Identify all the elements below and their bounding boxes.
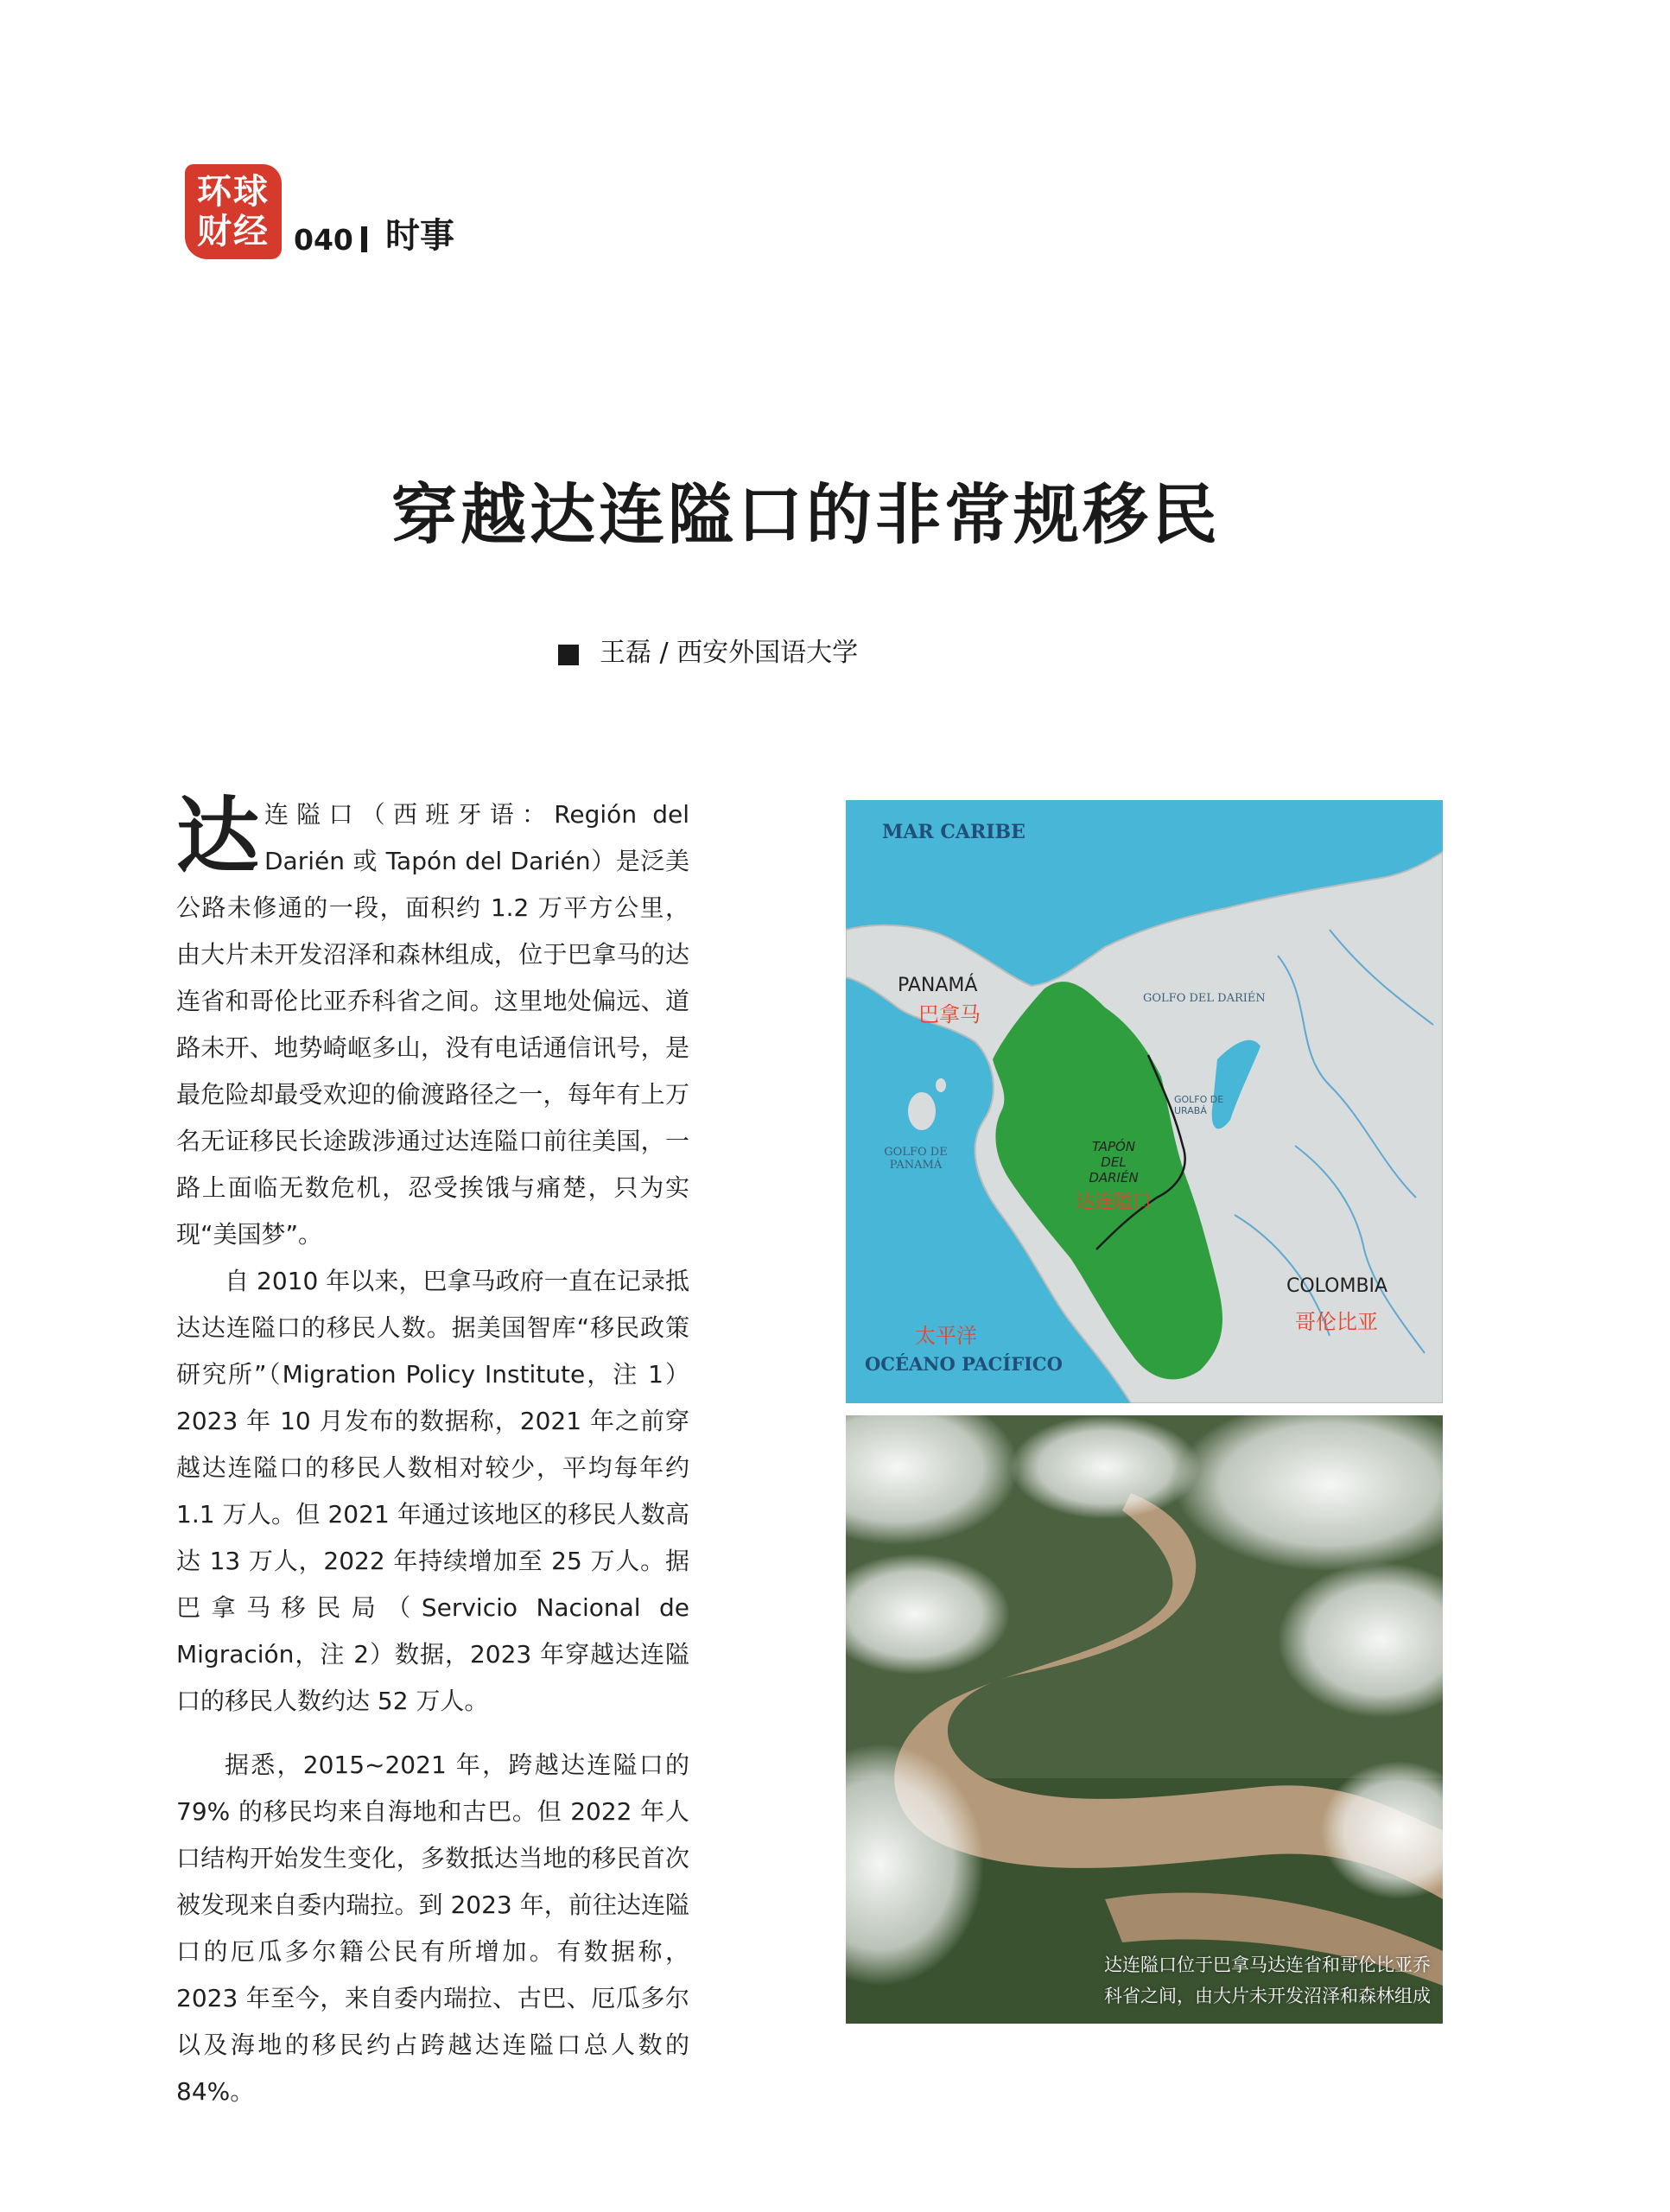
caption-line-2: 科省之间，由大片未开发沼泽和森林组成 (1104, 1986, 1431, 2006)
island (908, 1092, 936, 1130)
logo-text-top: 环球 (197, 172, 270, 212)
paragraph-3: 据悉，2015~2021 年，跨越达连隘口的 79% 的移民均来自海地和古巴。但 2022 年人口结构开始发生变化，多数抵达当地的移民首次被发现来自委内瑞拉。到 2023 年，前往达连隘口的厄瓜多尔籍公民有所增加。有数据称，2023 年至今，来自委内瑞拉、古巴、厄瓜多尔以及海地的移民约占跨越达连隘口总人数的 84%。 (176, 1751, 689, 2106)
photo-graphic (846, 1415, 1443, 2024)
paragraph-gap (176, 1725, 689, 1742)
magazine-logo (185, 164, 282, 259)
label-panama-cn: 巴拿马 (918, 1002, 981, 1027)
byline-square-icon (558, 645, 579, 665)
header-divider (361, 226, 367, 252)
label-mar-caribe: MAR CARIBE (882, 821, 1025, 843)
article-body (176, 787, 689, 2115)
label-tapon: TAPÓN DEL DARIÉN (1089, 1139, 1139, 1185)
byline: 王磊 / 西安外国语大学 (600, 638, 859, 668)
paragraph-1-text: 连隘口（西班牙语：Región del Darién 或 Tapón del Darién）是泛美公路未修通的一段，面积约 1.2 万平方公里，由大片未开发沼泽和森林组成，位于巴拿马的达连省和哥伦比亚乔科省之间。这里地处偏远、道路未开、地势崎岖多山，没有电话通信讯号，是最危险却最受欢迎的偷渡路径之一，每年有上万名无证移民长途跋涉通过达连隘口前往美国，一路上面临无数危机，忍受挨饿与痛楚，只为实现“美国梦”。 (176, 800, 689, 1249)
label-colombia-cn: 哥伦比亚 (1295, 1310, 1378, 1334)
page-number: 040 (294, 223, 353, 257)
label-tapon-cn: 达连隘口 (1076, 1192, 1152, 1213)
drop-cap: 达 (176, 787, 259, 885)
photo-caption (854, 1949, 1431, 2012)
label-pacifico: OCÉANO PACÍFICO (865, 1353, 1063, 1375)
section-label: 时事 (385, 216, 454, 256)
label-colombia: COLOMBIA (1286, 1275, 1388, 1297)
cloud (1010, 1415, 1200, 1519)
darien-map (846, 800, 1443, 1403)
island (936, 1078, 946, 1092)
paragraph-1 (176, 787, 689, 1258)
article-title: 穿越达连隘口的非常规移民 (391, 476, 1221, 553)
logo-text-bottom: 财经 (197, 212, 270, 251)
caption-line-1: 达连隘口位于巴拿马达连省和哥伦比亚乔 (1104, 1955, 1431, 1975)
label-golfo-uraba: GOLFO DE URABÁ (1174, 1094, 1224, 1116)
label-pacifico-cn: 太平洋 (915, 1324, 977, 1348)
label-panama: PANAMÁ (898, 975, 978, 996)
paragraph-2: 自 2010 年以来，巴拿马政府一直在记录抵达达连隘口的移民人数。据美国智库“移民政策研究所”（Migration Policy Institute，注 1）2023 年 10 月发布的数据称，2021 年之前穿越达连隘口的移民人数相对较少，平均每年约 1.1 万人。但 2021 年通过该地区的移民人数高达 13 万人，2022 年持续增加至 25 万人。据巴拿马移民局（Servicio Nacional de Migración，注 2）数据，2023 年穿越达连隘口的移民人数约达 52 万人。 (176, 1267, 689, 1715)
label-golfo-panama: GOLFO DE PANAMÁ (884, 1146, 948, 1172)
label-golfo-darien: GOLFO DEL DARIÉN (1143, 992, 1266, 1005)
aerial-river-photo (846, 1415, 1443, 2024)
